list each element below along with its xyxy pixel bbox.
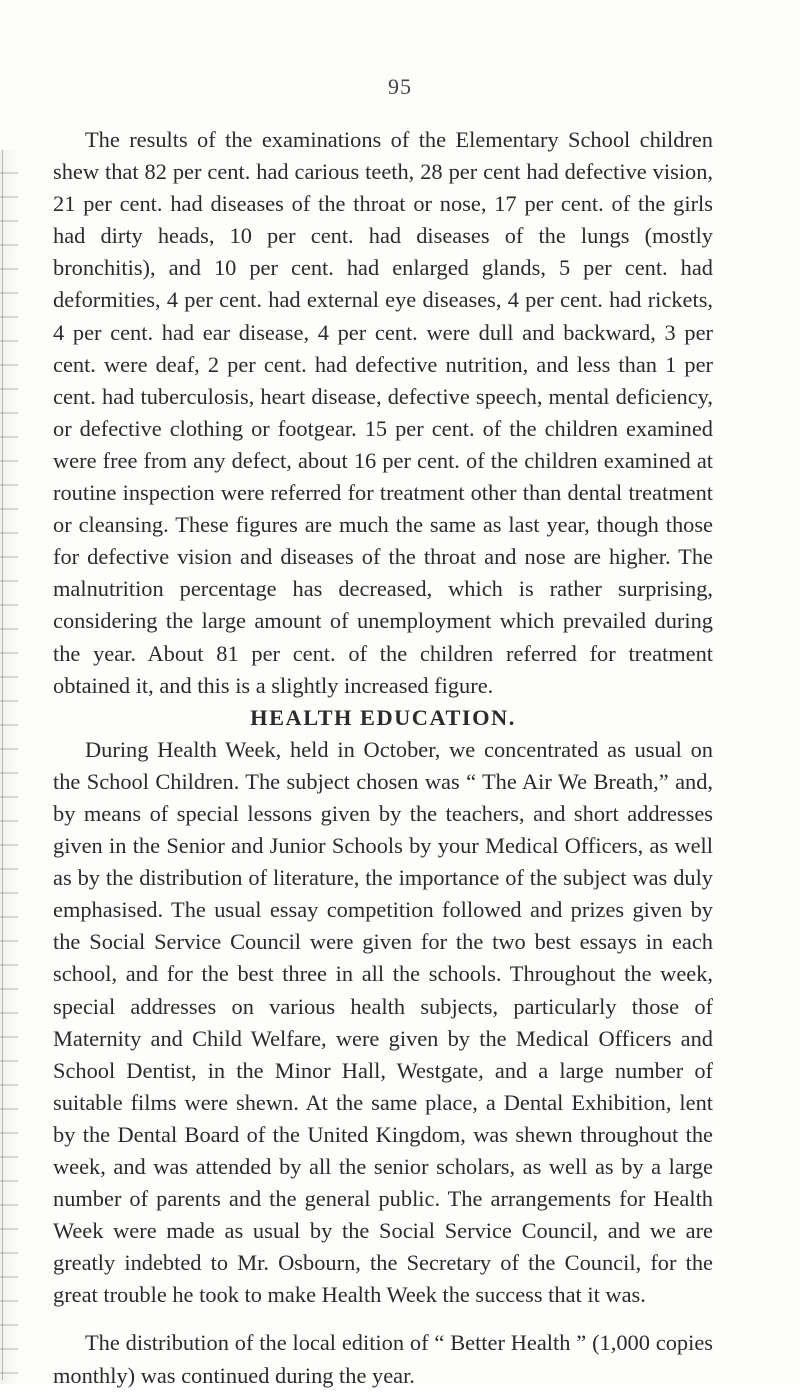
paragraph-examination-results: The results of the examinations of the Elementary School children shew that 82 per cent. had carious teeth, 28 per cent had defective vision, 21 per cent. had diseases of the throat or nose, 17 per cent. of the girls had dirty heads, 10 per cent. had diseases of the lungs (mostly bronchitis), and 10 per cent. had enlarged glands, 5 per cent. had deformities, 4 per cent. had external eye diseases, 4 per cent. had rickets, 4 per cent. had ear disease, 4 per cent. were dull and backward, 3 per cent. were deaf, 2 per cent. had defective nutrition, and less than 1 per cent. had tuberculosis, heart disease, defective speech, mental deficiency, or defective clothing or footgear. 15 per cent. of the children examined were free from any defect, about 16 per cent. of the children examined at routine inspection were referred for treatment other than dental treatment or cleansing. These figures are much the same as last year, though those for defective vision and diseases of the throat and nose are higher. The malnutrition percentage has decreased, which is rather surprising, considering the large amount of unemployment which prevailed during the year. About 81 per cent. of the children referred for treatment obtained it, and this is a slightly increased figure. [53,127,713,698]
page-number: 95 [388,74,412,99]
paragraph-health-week: During Health Week, held in October, we concentrated as usual on the School Children. The subject chosen was “ The Air We Breath,” and, by means of special lessons given by the teachers, and short addresses given in the Senior and Junior Schools by your Medical Officers, as well as by the distribution of literature, the importance of the subject was duly emphasised. The usual essay competition followed and prizes given by the Social Service Council were given for the two best essays in each school, and for the best three in all the schools. Throughout the week, special addresses on various health subjects, particularly those of Maternity and Child Welfare, were given by the Medical Officers and School Dentist, in the Minor Hall, Westgate, and a large number of suitable films were shewn. At the same place, a Dental Exhibition, lent by the Dental Board of the United Kingdom, was shewn throughout the week, and was attended by all the senior scholars, as well as by a large number of parents and the general public. The arrangements for Health Week were made as usual by the Social Service Council, and we are greatly indebted to Mr. Osbourn, the Secretary of the Council, for the great trouble he took to make Health Week the success that it was. [53,736,713,1308]
body-text [53,124,713,1392]
binding-line [2,150,3,1380]
section-heading: HEALTH EDUCATION. [250,704,516,730]
paragraph-spacer [53,1311,713,1327]
paragraph-better-health: The distribution of the local edition of “ Better Health ” (1,000 copies monthly) was continued during the year. [53,1330,713,1388]
